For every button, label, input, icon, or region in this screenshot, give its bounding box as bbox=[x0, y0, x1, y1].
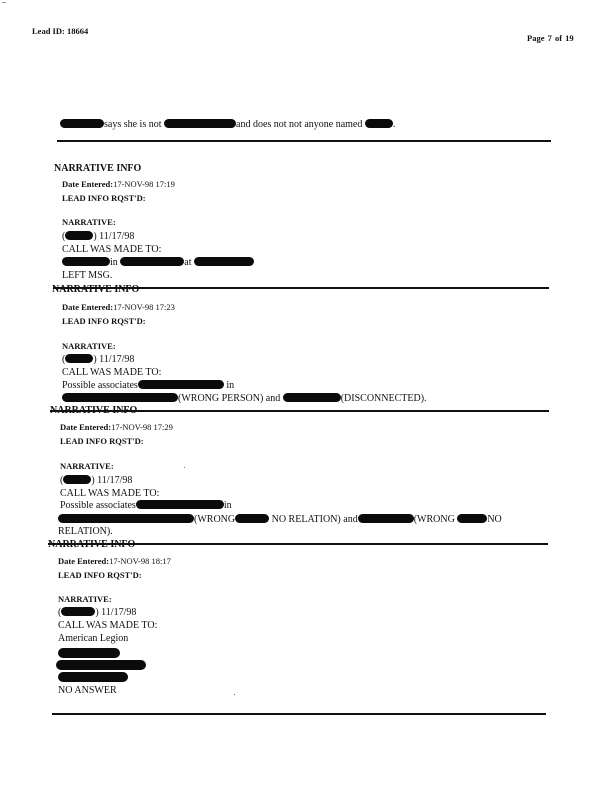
redaction bbox=[63, 475, 91, 484]
no-relation-text: NO RELATION) and bbox=[271, 514, 358, 525]
date-entered bbox=[60, 422, 173, 432]
narrative-date-line bbox=[62, 354, 134, 365]
narrative-info-heading: NARRATIVE INFO bbox=[50, 405, 138, 416]
intro-line bbox=[60, 119, 395, 130]
redaction bbox=[56, 660, 146, 670]
redaction bbox=[283, 393, 341, 402]
section-rule bbox=[57, 140, 551, 142]
open-paren: ( bbox=[60, 475, 64, 486]
narrative-info-heading: NARRATIVE INFO bbox=[52, 284, 140, 295]
date-entered-label: Date Entered: bbox=[62, 179, 114, 189]
in-text: in bbox=[223, 500, 232, 511]
call-detail-line bbox=[58, 514, 502, 525]
scan-speck bbox=[184, 467, 185, 468]
no-text: NO bbox=[487, 514, 502, 525]
at-text: at bbox=[184, 257, 192, 268]
redaction bbox=[365, 119, 393, 128]
redaction bbox=[358, 514, 414, 523]
redaction bbox=[457, 514, 487, 523]
narrative-info-heading: NARRATIVE INFO bbox=[54, 163, 142, 174]
narrative-info-heading: NARRATIVE INFO bbox=[48, 539, 136, 550]
narrative-date-line bbox=[60, 475, 132, 486]
disconnected-text: (DISCONNECTED). bbox=[340, 393, 427, 404]
intro-period: . bbox=[392, 119, 396, 130]
redaction bbox=[62, 393, 178, 402]
narrative-label: NARRATIVE: bbox=[62, 217, 116, 227]
redaction bbox=[61, 607, 95, 616]
redaction bbox=[58, 514, 194, 523]
date-entered bbox=[62, 302, 175, 312]
possible-text: Possible associates bbox=[62, 380, 138, 391]
possible-text: Possible associates bbox=[60, 500, 136, 511]
date-entered-value: 17-NOV-98 18:17 bbox=[109, 556, 171, 566]
date-entered bbox=[58, 556, 171, 566]
date-line-text: ) 11/17/98 bbox=[95, 607, 137, 618]
scan-speck bbox=[234, 694, 235, 695]
narrative-date-line bbox=[62, 231, 134, 242]
date-entered-label: Date Entered: bbox=[60, 422, 112, 432]
in-text: in bbox=[110, 257, 118, 268]
lead-info-label: LEAD INFO RQST'D: bbox=[62, 316, 146, 326]
lead-info-label: LEAD INFO RQST'D: bbox=[62, 193, 146, 203]
date-entered-value: 17-NOV-98 17:23 bbox=[113, 302, 175, 312]
page-number: Page 7 of 19 bbox=[527, 33, 574, 43]
date-line-text: ) 11/17/98 bbox=[91, 475, 133, 486]
relation-line: RELATION). bbox=[58, 526, 113, 537]
redaction bbox=[65, 231, 93, 240]
intro-says: says she is not bbox=[104, 119, 162, 130]
lead-info-label: LEAD INFO RQST'D: bbox=[58, 570, 142, 580]
call-detail-line bbox=[60, 500, 232, 511]
redaction bbox=[58, 672, 128, 682]
redaction bbox=[138, 380, 224, 389]
call-detail-line bbox=[62, 393, 427, 404]
wrong-text: (WRONG bbox=[413, 514, 455, 525]
redaction bbox=[120, 257, 184, 266]
redaction bbox=[62, 257, 110, 266]
scan-speck bbox=[2, 2, 6, 3]
intro-and: and does not not anyone named bbox=[236, 119, 363, 130]
redaction bbox=[235, 514, 269, 523]
narrative-date-line bbox=[58, 607, 136, 618]
redaction bbox=[164, 119, 236, 128]
narrative-label: NARRATIVE: bbox=[60, 461, 114, 471]
call-made-label: CALL WAS MADE TO: bbox=[62, 244, 162, 255]
call-made-label: CALL WAS MADE TO: bbox=[60, 488, 160, 499]
narrative-label: NARRATIVE: bbox=[62, 341, 116, 351]
date-entered-label: Date Entered: bbox=[58, 556, 110, 566]
call-made-label: CALL WAS MADE TO: bbox=[62, 367, 162, 378]
result-line: NO ANSWER bbox=[58, 685, 117, 696]
section-rule bbox=[52, 713, 546, 715]
open-paren: ( bbox=[62, 354, 66, 365]
date-entered bbox=[62, 179, 175, 189]
date-entered-value: 17-NOV-98 17:19 bbox=[113, 179, 175, 189]
call-detail-line bbox=[62, 380, 234, 391]
lead-info-label: LEAD INFO RQST'D: bbox=[60, 436, 144, 446]
redaction bbox=[58, 648, 120, 658]
open-paren: ( bbox=[62, 231, 66, 242]
organization-line: American Legion bbox=[58, 633, 129, 644]
wrong-person-text: (WRONG PERSON) and bbox=[178, 393, 281, 404]
result-line: LEFT MSG. bbox=[62, 270, 113, 281]
in-text: in bbox=[226, 380, 235, 391]
lead-id: Lead ID: 18664 bbox=[32, 26, 89, 36]
date-entered-value: 17-NOV-98 17:29 bbox=[111, 422, 173, 432]
call-detail-line bbox=[62, 257, 254, 268]
open-paren: ( bbox=[58, 607, 62, 618]
redaction bbox=[136, 500, 224, 509]
narrative-label: NARRATIVE: bbox=[58, 594, 112, 604]
date-line-text: ) 11/17/98 bbox=[93, 231, 135, 242]
wrong-text: (WRONG bbox=[194, 514, 236, 525]
call-made-label: CALL WAS MADE TO: bbox=[58, 620, 158, 631]
redaction bbox=[65, 354, 93, 363]
redaction bbox=[60, 119, 104, 128]
redaction bbox=[194, 257, 254, 266]
date-entered-label: Date Entered: bbox=[62, 302, 114, 312]
date-line-text: ) 11/17/98 bbox=[93, 354, 135, 365]
